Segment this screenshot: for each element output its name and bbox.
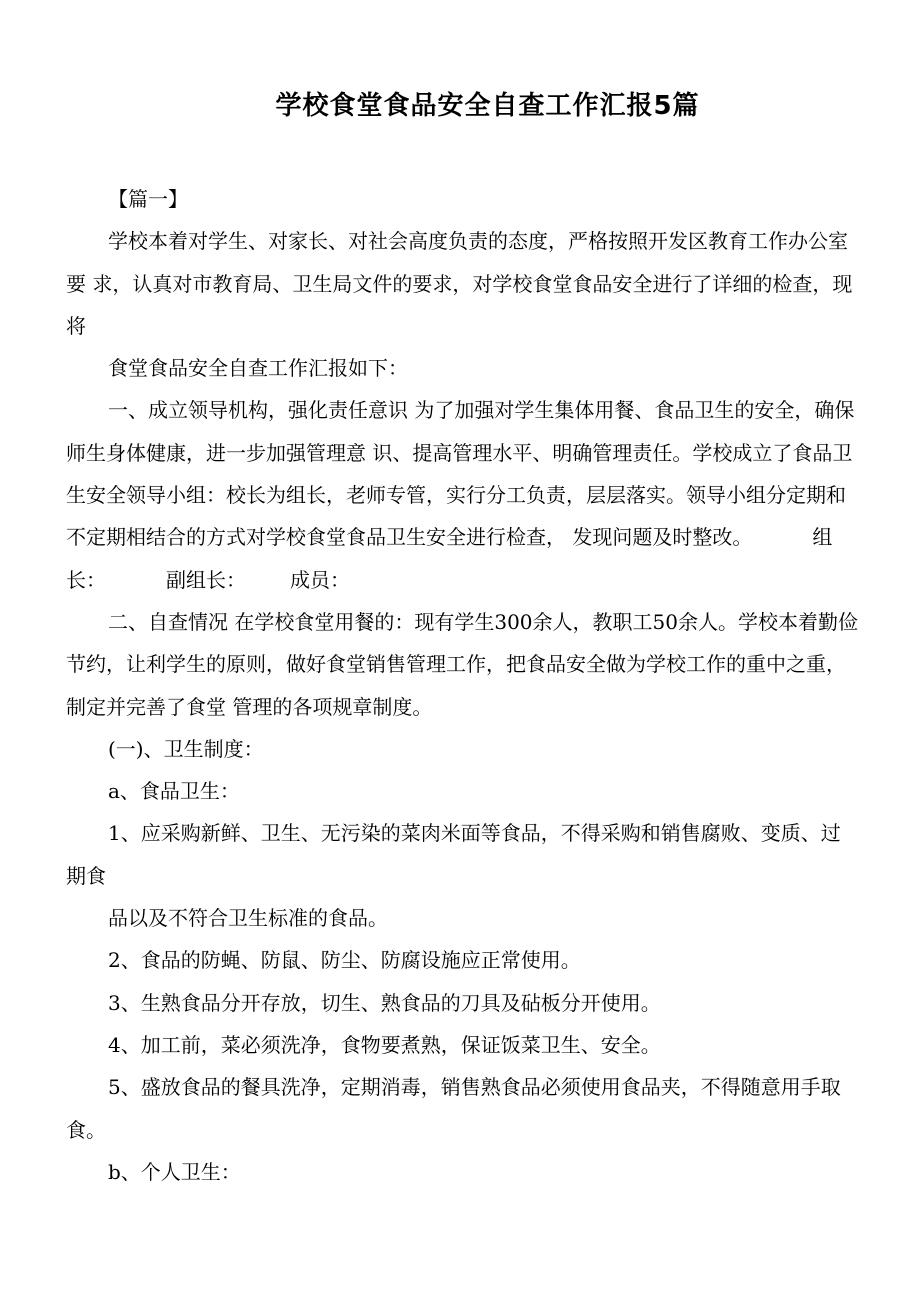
section-label: 【篇一】 [108, 187, 188, 211]
rule-1: 1、应采购新鲜、卫生、无污染的菜肉米面等食品，不得采购和销售腐败、变质、过期食 [66, 821, 841, 888]
paragraph-leadership [66, 389, 858, 600]
rule-1-continued: 品以及不符合卫生标准的食品。 [108, 906, 388, 931]
document-body [66, 178, 858, 1193]
rule-3: 3、生熟食品分开存放，切生、熟食品的刀具及砧板分开使用。 [108, 990, 661, 1015]
heading-food-hygiene: a、食品卫生： [108, 779, 240, 804]
document-title: 学校食堂食品安全自查工作汇报5篇 [275, 91, 700, 121]
heading-personal-hygiene: b、个人卫生： [108, 1159, 241, 1184]
role-deputy: 副组长： [166, 567, 246, 592]
rule-5: 5、盛放食品的餐具洗净，定期消毒，销售熟食品必须使用食品夹，不得随意用手取食。 [66, 1075, 841, 1142]
rule-2: 2、食品的防蝇、防鼠、防尘、防腐设施应正常使用。 [108, 948, 581, 973]
role-leader: 组长： [66, 525, 833, 592]
role-member: 成员： [290, 567, 350, 592]
paragraph-intro: 学校本着对学生、对家长、对社会高度负责的态度，严格按照开发区教育工作办公室要 求，认真对市教育局、卫生局文件的要求，对学校食堂食品安全进行了详细的检查，现将 [66, 229, 853, 338]
paragraph-report-intro: 食堂食品安全自查工作汇报如下： [108, 356, 408, 381]
paragraph-self-check: 二、自查情况 在学校食堂用餐的：现有学生300余人，教职工50余人。学校本着勤俭节约，让利学生的原则，做好食堂销售管理工作，把食品安全做为学校工作的重中之重，制定并完善了食堂 管理的各项规章制度。 [66, 609, 858, 719]
leadership-text: 一、成立领导机构，强化责任意识 为了加强对学生集体用餐、食品卫生的安全，确保师生身体健康，进一步加强管理意 识、提高管理水平、明确管理责任。学校成立了食品卫生安全领导小组：校长为组长，老师专管，实行分工负责，层层落实。领导小组分定期和不定期相结合的方式对学校食堂食品卫生安全进行检查， 发现问题及时整改。 [66, 398, 855, 550]
heading-hygiene-system: (一)、卫生制度： [108, 736, 264, 761]
rule-4: 4、加工前，菜必须洗净，食物要煮熟，保证饭菜卫生、安全。 [108, 1032, 661, 1057]
